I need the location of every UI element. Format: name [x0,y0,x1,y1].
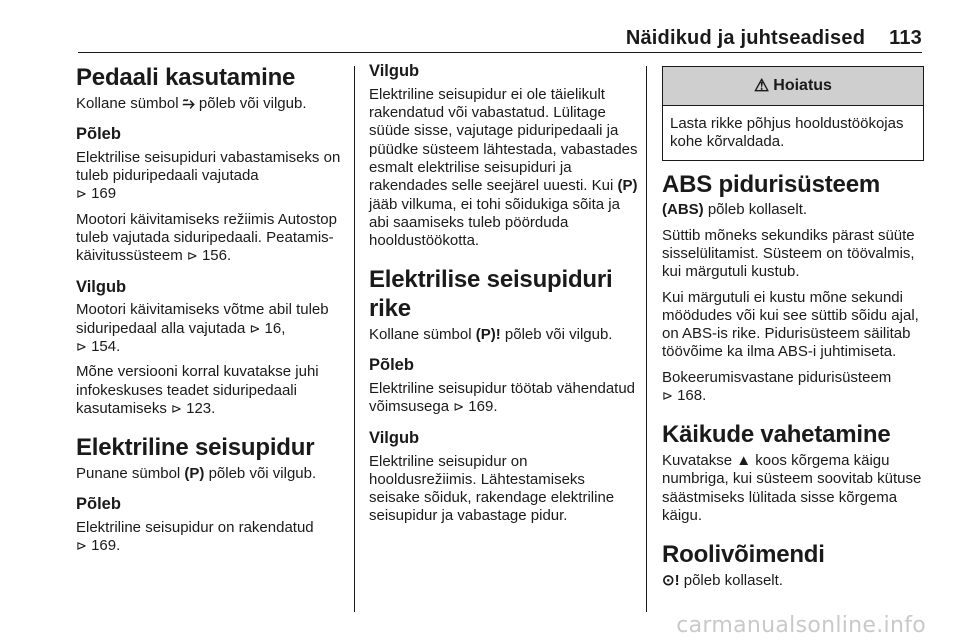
page-ref-icon: ⊳ [662,388,673,404]
section-heading-steering: Roolivõimendi [662,541,825,569]
page-ref-icon: ⊳ [171,400,182,416]
warning-title: Hoiatus [773,77,832,94]
subheading-poleb: Põleb [76,125,121,144]
paragraph: Mootori käivitamiseks võtme abil tuleb siduripedaal alla vajutada ⊳ 16, ⊳ 154. [76,301,329,356]
page-number: 113 [889,26,922,49]
column-divider [646,66,647,612]
watermark: carmanualsonline.info [676,613,926,638]
subheading-poleb: Põleb [76,495,121,514]
page-ref-icon: ⊳ [453,399,465,415]
page-ref-link[interactable]: 156. [201,247,232,265]
section-heading-epb: Elektriline seisupidur [76,434,315,462]
section-heading-epb-fault: Elektrilise seisupiduri rike [369,266,613,323]
header-divider [78,52,922,53]
page-ref-icon: ⊳ [76,186,87,202]
paragraph: Mõne versiooni korral kuvatakse juhi infokeskuses teadet siduripedaali kasutamiseks ⊳ 123. [76,363,319,417]
upshift-arrow-icon: ▲ [736,452,752,470]
abs-icon: (ABS) [662,201,704,219]
page-ref-icon: ⊳ [76,538,87,554]
page-ref-link[interactable]: 169. [468,398,498,416]
clutch-pedal-icon: ⥲ [182,94,195,112]
paragraph: ⊙! põleb kollaselt. [662,572,783,590]
paragraph: Kollane sümbol (P)! põleb või vilgub. [369,326,613,344]
column-middle [369,58,639,612]
page-ref-link[interactable]: 169 [91,185,117,203]
warning-text: Lasta rikke põhjus hooldustöökojas kohe kõrvaldada. [670,115,904,151]
paragraph: Süttib mõneks sekundiks pärast süüte sisselülitamist. Süsteem on töövalmis, kui märgutuli kustub. [662,226,915,281]
paragraph: Mootori käivitamiseks režiimis Autostop tuleb vajutada siduripedaali. Peatamis-käivitussüsteem ⊳ 156. [76,210,337,265]
paragraph: Kuvatakse ▲ koos kõrgema käigu numbriga, kui süsteem soovitab kütuse säästmiseks lülitada sisse kõrgema käigu. [662,452,922,525]
warning-triangle-icon: ⚠ [754,76,770,95]
chapter-title: Näidikud ja juhtseadised [625,26,866,49]
column-divider [354,66,355,612]
warning-header [663,67,923,106]
paragraph: Kui märgutuli ei kustu mõne sekundi möödudes või kui see süttib sõidu ajal, on ABS-is rike. Pidurisüsteem säilitab töövõime ka ilma ABS-i juhtimiseta. [662,288,919,361]
page-ref-link[interactable]: 154. [91,338,121,356]
paragraph: Elektriline seisupidur töötab vähendatud võimsusega ⊳ 169. [369,380,636,416]
warning-box [662,66,924,161]
paragraph: Punane sümbol (P) põleb või vilgub. [76,465,317,483]
section-heading-gear: Käikude vahetamine [662,421,891,449]
page-ref-icon: ⊳ [186,248,198,264]
page-ref-icon: ⊳ [76,339,87,355]
warning-body [663,106,923,160]
subheading-vilgub: Vilgub [369,428,420,447]
section-heading-pedal: Pedaali kasutamine [76,64,296,91]
parking-brake-icon: (P) [184,465,205,483]
subheading-vilgub: Vilgub [369,62,420,80]
paragraph: Bokeerumisvastane pidurisüsteem ⊳ 168. [662,368,892,405]
page-ref-link[interactable]: 16, [264,319,286,337]
subheading-vilgub: Vilgub [76,277,127,296]
column-left [76,58,344,612]
paragraph: Elektriline seisupidur on rakendatud ⊳ 169. [76,519,314,555]
section-heading-abs: ABS pidurisüsteem [662,170,880,198]
paragraph: Elektriline seisupidur on hooldusrežiimis. Lähtestamiseks seisake sõiduk, rakendage elektriline seisupidur ja vabastage pidur. [369,452,615,525]
parking-brake-fault-icon: (P)! [475,326,501,344]
power-steering-icon: ⊙! [662,572,680,590]
column-right [662,58,924,612]
page-header [78,24,922,52]
paragraph: Elektrilise seisupiduri vabastamiseks on tuleb piduripedaali vajutada ⊳ 169 [76,148,341,203]
paragraph: Elektriline seisupidur ei ole täielikult rakendatud või vabastatud. Lülitage süüde sisse, vajutage piduripedaali ja püüdke süsteem lähtestada, vabastades esmalt elektrilise seisupiduri ja rakendades selle seejärel uuesti. Kui (P) jääb vilkuma, ei tohi sõidukiga sõita ja abi saamiseks tuleb pöörduda hooldustöökotta. [369,85,638,250]
paragraph: (ABS) põleb kollaselt. [662,201,808,219]
subheading-poleb: Põleb [369,356,414,375]
paragraph: Kollane sümbol ⥲ põleb või vilgub. [76,94,307,112]
page-ref-link[interactable]: 168. [677,387,707,405]
page-ref-icon: ⊳ [249,320,261,336]
page-ref-link[interactable]: 169. [91,537,121,555]
parking-brake-icon: (P) [617,177,638,195]
page-ref-link[interactable]: 123. [186,399,216,417]
